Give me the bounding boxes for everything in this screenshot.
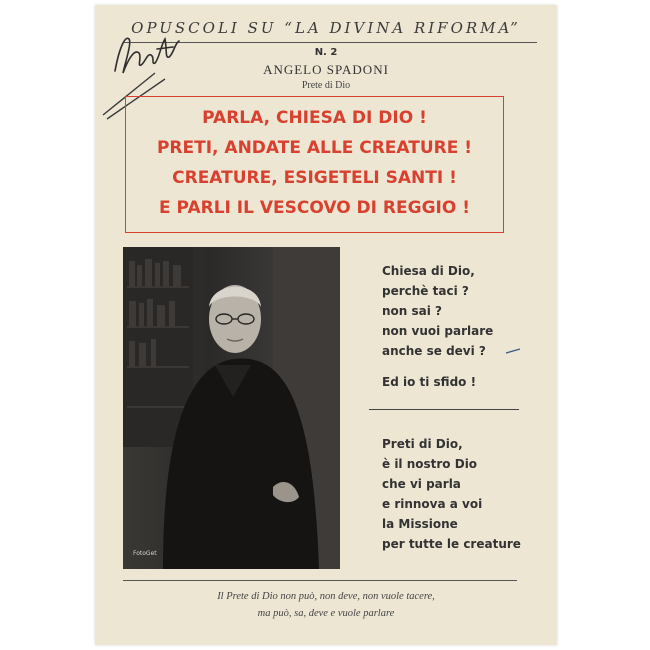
issue-number: N. 2	[314, 47, 338, 58]
series-title: OPUSCOLI SU “LA DIVINA RIFORMA”	[131, 19, 521, 37]
poem-line: Preti di Dio,	[382, 437, 463, 451]
pen-mark	[505, 347, 521, 355]
poem-line: e rinnova a voi	[382, 497, 483, 511]
poem-divider	[369, 409, 519, 410]
poem-line: non vuoi parlare	[382, 324, 494, 338]
footer-line-2: ma può, sa, deve e vuole parlare	[257, 608, 395, 619]
poem-line: perchè taci ?	[382, 284, 469, 298]
poem-line: è il nostro Dio	[382, 457, 478, 471]
footer-line-1: Il Prete di Dio non può, non deve, non vuole tacere,	[217, 591, 435, 602]
headline-line-4: E PARLI IL VESCOVO DI REGGIO !	[159, 198, 470, 218]
booklet-cover	[95, 5, 557, 645]
headline-line-1: PARLA, CHIESA DI DIO !	[202, 108, 427, 128]
headline-line-2: PRETI, ANDATE ALLE CREATURE !	[156, 138, 473, 158]
poem-line: la Missione	[382, 517, 458, 531]
footer-motto	[95, 588, 557, 622]
headline-line-3: CREATURE, ESIGETELI SANTI !	[172, 168, 457, 188]
poem-line: anche se devi ?	[382, 344, 486, 358]
author-role: Prete di Dio	[301, 80, 351, 91]
poem-stanza-3	[382, 434, 521, 554]
poem-line: che vi parla	[382, 477, 461, 491]
portrait-illustration	[123, 247, 340, 569]
poem-stanza-1	[382, 261, 493, 361]
poem-line: non sai ?	[382, 304, 442, 318]
author-name: ANGELO SPADONI	[263, 62, 389, 77]
author-portrait-photo	[123, 247, 340, 569]
poem-line: Chiesa di Dio,	[382, 264, 475, 278]
poem-line: Ed io ti sfido !	[382, 375, 477, 389]
headline-box	[125, 96, 504, 233]
bottom-rule	[123, 580, 517, 581]
poem-stanza-2	[382, 372, 476, 392]
photo-credit: FotoGet	[133, 550, 157, 557]
poem-line: per tutte le creature	[382, 537, 521, 551]
